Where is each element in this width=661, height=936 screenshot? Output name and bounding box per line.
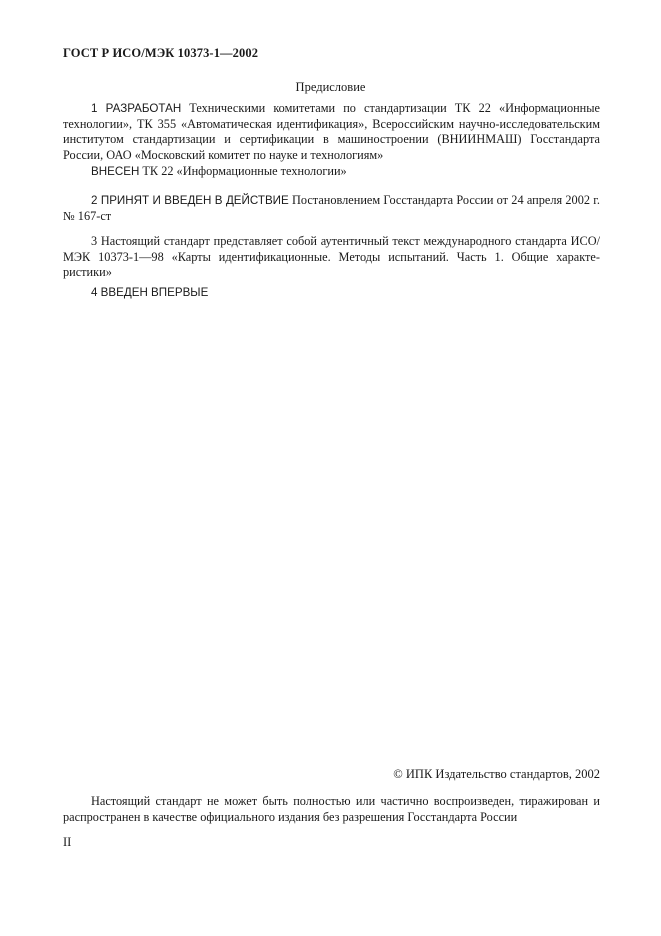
paragraph-text: 3 Настоящий стандарт представляет собой аутентичный текст международного стандарта ИСО/МЭК 10373-1—98 «Карты идентификационные. Методы испытаний. Часть 1. Общие характеристики» [63,234,600,279]
copyright-line: © ИПК Издательство стандартов, 2002 [393,767,600,781]
standard-designation: ГОСТ Р ИСО/МЭК 10373-1—2002 [63,46,259,60]
paragraph-adopted [63,193,600,224]
paragraph-developed [63,101,600,163]
paragraph-introduced [63,164,600,180]
paragraph-text: ТК 22 «Информационные технологии» [139,164,347,178]
paragraph-lead: 4 ВВЕДЕН ВПЕРВЫЕ [91,286,209,299]
paragraph-text: Постановлением Госстандарта России от 24 апреля 2002 г. № 167-ст [63,193,600,223]
notice-text: Настоящий стандарт не может быть полностью или частично воспроизведен, тиражирован и распространен в качестве официального издания без разрешения Госстандарта России [63,794,600,824]
foreword-title: Предисловие [295,80,366,94]
paragraph-lead: 2 ПРИНЯТ И ВВЕДЕН В ДЕЙСТВИЕ [91,194,289,207]
paragraph-authentic-text [63,234,600,281]
paragraph-text: Техническими комитетами по стандартизации ТК 22 «Информационные технологии», ТК 355 «Автоматическая идентификация», Всероссийским научно-исследовательским институтом стандартизации и сертификации в машиностроении (ВНИИНМАШ) Госстандарта России, ОАО «Московский комитет по науке и технологиям» [63,101,600,162]
paragraph-lead: ВНЕСЕН [91,165,140,178]
paragraph-lead: 1 РАЗРАБОТАН [91,102,182,115]
page-number: II [63,835,72,849]
reproduction-notice [63,794,600,825]
paragraph-first-introduced [63,285,600,301]
